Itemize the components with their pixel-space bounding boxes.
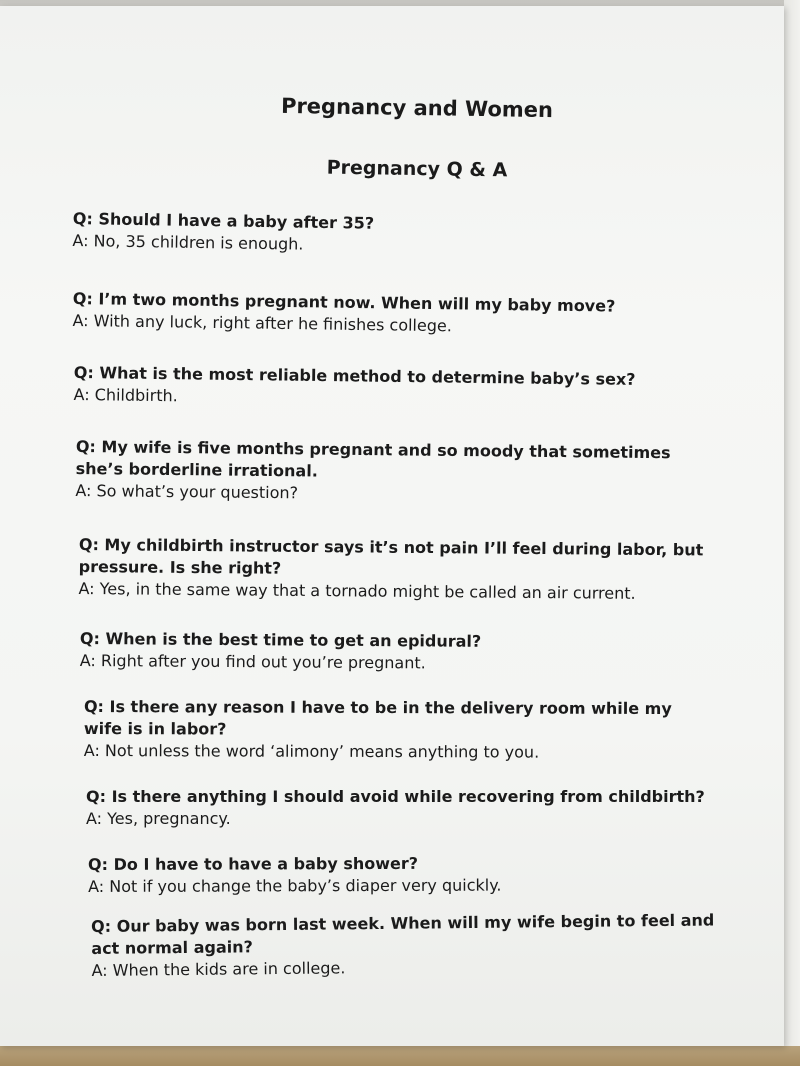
question-text: Q: What is the most reliable method to determine baby’s sex?	[73, 362, 636, 389]
answer-text: A: Not if you change the baby’s diaper very quickly.	[88, 875, 502, 896]
qa-item-4	[75, 436, 696, 508]
paper-edge	[784, 0, 800, 1046]
question-text: Q: Should I have a baby after 35?	[72, 208, 375, 233]
qa-item-8	[86, 786, 736, 830]
answer-text: A: Yes, pregnancy.	[86, 809, 231, 828]
sheet-content	[0, 6, 784, 1046]
qa-item-10	[91, 909, 722, 982]
qa-item-7	[84, 696, 694, 764]
question-text: Q: When is the best time to get an epidural?	[79, 629, 482, 651]
question-text: Q: I’m two months pregnant now. When will my baby move?	[72, 288, 616, 316]
qa-item-1	[72, 208, 723, 262]
answer-text: A: With any luck, right after he finishes college.	[72, 310, 453, 336]
question-text: Q: My wife is five months pregnant and so moody that sometimes she’s borderline irrational.	[75, 436, 671, 481]
question-text: Q: Our baby was born last week. When will my wife begin to feel and act normal again?	[91, 910, 715, 958]
page-subtitle: Pregnancy Q & A	[326, 156, 508, 182]
qa-item-3	[73, 362, 723, 414]
question-text: Q: Is there any reason I have to be in the delivery room while my wife is in labor?	[83, 697, 672, 739]
printed-sheet	[0, 6, 784, 1046]
answer-text: A: Yes, in the same way that a tornado might be called an air current.	[78, 578, 636, 603]
answer-text: A: No, 35 children is enough.	[72, 230, 304, 254]
qa-item-9	[88, 852, 738, 898]
answer-text: A: Childbirth.	[73, 384, 178, 406]
question-text: Q: Is there anything I should avoid while recovering from childbirth?	[86, 787, 705, 806]
answer-text: A: When the kids are in college.	[91, 958, 346, 980]
wooden-surface	[0, 1046, 800, 1066]
answer-text: A: Not unless the word ‘alimony’ means anything to you.	[83, 740, 540, 762]
qa-item-2	[72, 288, 723, 341]
qa-item-6	[80, 628, 730, 677]
qa-item-5	[78, 534, 729, 606]
question-text: Q: Do I have to have a baby shower?	[88, 853, 419, 874]
question-text: Q: My childbirth instructor says it’s not pain I’ll feel during labor, but pressure. Is she right?	[78, 534, 704, 578]
answer-text: A: Right after you find out you’re pregnant.	[79, 650, 426, 673]
page-title: Pregnancy and Women	[280, 93, 554, 123]
answer-text: A: So what’s your question?	[75, 480, 299, 503]
